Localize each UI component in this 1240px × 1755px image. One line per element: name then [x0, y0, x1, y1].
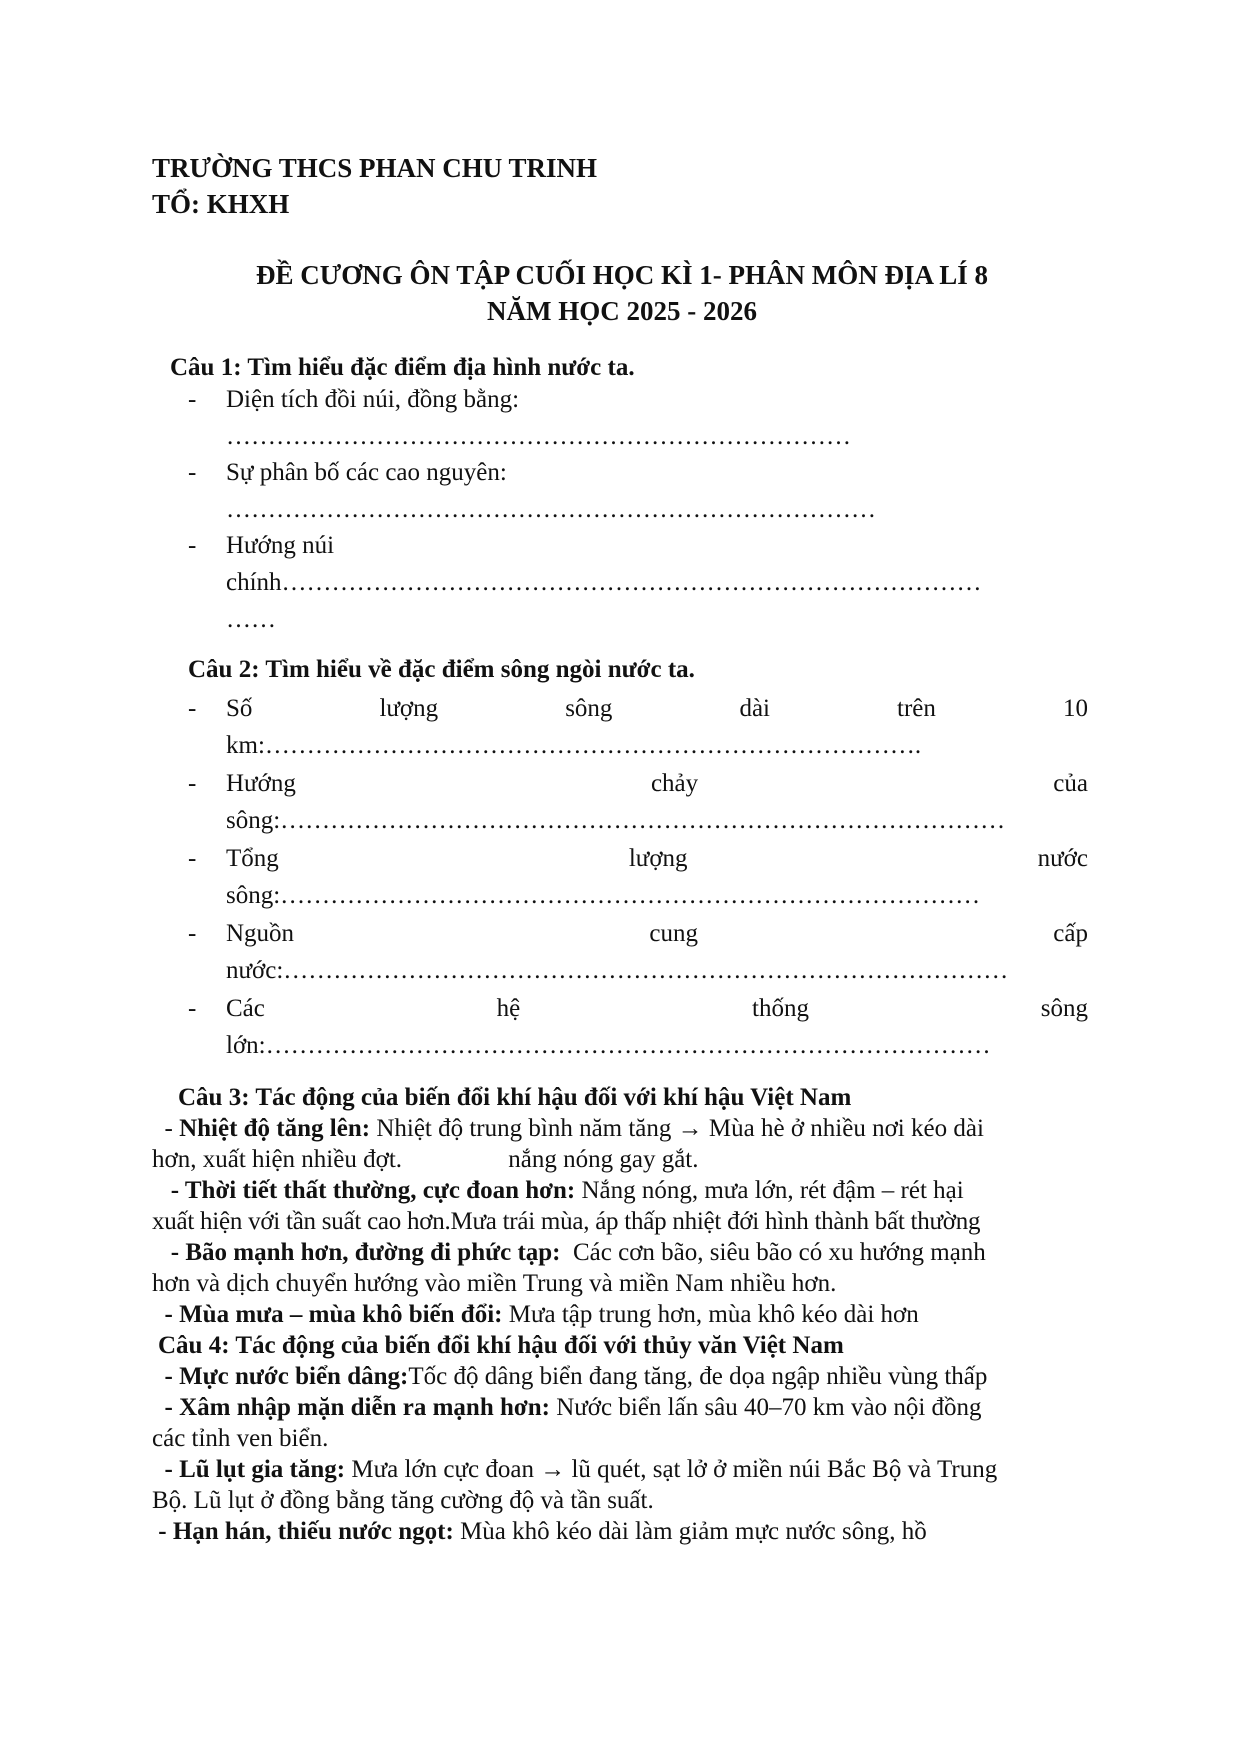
q2-answer-blank: lớn:…………………………………………………………………………… [226, 1032, 991, 1059]
q3-point-4-term: - Mùa mưa – mùa khô biến đổi: [164, 1301, 503, 1328]
bullet-dash: - [188, 995, 197, 1022]
q4-point-4-text: Mùa khô kéo dài làm giảm mực nước sông, hồ [453, 1518, 927, 1545]
indent [152, 1394, 165, 1421]
q2-heading: Câu 2: Tìm hiểu về đặc điểm sông ngòi nước ta. [188, 656, 695, 683]
q3-point-2-line-1 [152, 1175, 1092, 1206]
q1-answer-blank-continued: …… [226, 606, 276, 633]
q3-point-3-text: Các cơn bão, siêu bão có xu hướng mạnh [560, 1239, 986, 1266]
label-word: Các [226, 995, 265, 1022]
bullet-dash: - [188, 459, 197, 486]
indent: - [152, 1115, 180, 1142]
q3-point-2-text: Nắng nóng, mưa lớn, rét đậm – rét hại [575, 1177, 964, 1204]
q3-point-3-term: - Bão mạnh hơn, đường đi phức tạp: [170, 1239, 561, 1266]
q2-answer-blank: sông:………………………………………………………………………… [226, 882, 981, 909]
q3-point-1-line-1 [152, 1113, 1092, 1144]
q3-point-3-line-1 [152, 1237, 1092, 1268]
q4-point-3-term: - Lũ lụt gia tăng: [164, 1456, 346, 1483]
label-word: cung [649, 920, 698, 947]
q3-point-1-term: Nhiệt độ tăng lên: [179, 1115, 371, 1142]
q3-body [152, 1113, 1092, 1330]
q1-heading: Câu 1: Tìm hiểu đặc điểm địa hình nước ta. [170, 354, 635, 381]
bullet-dash: - [188, 845, 197, 872]
q4-point-2-line-2: các tỉnh ven biển. [152, 1425, 329, 1452]
department-name: TỔ: KHXH [152, 189, 290, 219]
label-word: hệ [496, 995, 521, 1022]
q1-item-label: Sự phân bố các cao nguyên: [226, 459, 507, 486]
q2-item-label [226, 765, 1088, 802]
bullet-dash: - [188, 695, 197, 722]
q1-answer-blank: chính………………………………………………………………………… [226, 569, 982, 596]
q1-answer-blank: …………………………………………………………………… [226, 496, 876, 523]
q4-body [152, 1361, 1092, 1547]
label-word: Nguồn [226, 920, 295, 947]
indent [152, 1301, 165, 1328]
q3-point-1-text: Nhiệt độ trung bình năm tăng → Mùa hè ở nhiều nơi kéo dài [370, 1115, 984, 1142]
indent [152, 1363, 165, 1390]
label-word: 10 [1062, 695, 1088, 722]
q4-point-2-line-1 [152, 1392, 1092, 1423]
q1-item-label: Hướng núi [226, 532, 335, 559]
label-word: cấp [1053, 920, 1088, 947]
q3-point-2-term: - Thời tiết thất thường, cực đoan hơn: [170, 1177, 576, 1204]
q3-point-4-line-1 [152, 1299, 1092, 1330]
bullet-dash: - [188, 386, 197, 413]
label-word: sông [1040, 995, 1088, 1022]
q2-item-label [226, 990, 1088, 1027]
q4-point-3-line-1 [152, 1454, 1092, 1485]
q3-point-3-line-2: hơn và dịch chuyển hướng vào miền Trung và miền Nam nhiều hơn. [152, 1270, 837, 1297]
q1-answer-blank: ………………………………………………………………… [226, 423, 851, 450]
indent [152, 1456, 165, 1483]
label-word: Số [226, 695, 253, 722]
label-word: sông [565, 695, 613, 722]
q4-point-2-text: Nước biển lấn sâu 40–70 km vào nội đồng [549, 1394, 982, 1421]
q4-point-3-line-2: Bộ. Lũ lụt ở đồng bằng tăng cường độ và tần suất. [152, 1487, 654, 1514]
q4-point-1-text: Tốc độ dâng biển đang tăng, đe dọa ngập nhiều vùng thấp [408, 1363, 988, 1390]
q4-point-4-term: - Hạn hán, thiếu nước ngọt: [158, 1518, 454, 1545]
school-name: TRƯỜNG THCS PHAN CHU TRINH [152, 153, 598, 183]
bullet-dash: - [188, 770, 197, 797]
label-word: chảy [650, 770, 699, 797]
q4-point-1-line-1 [152, 1361, 1092, 1392]
label-word: trên [897, 695, 936, 722]
label-word: nước [1037, 845, 1088, 872]
q2-item-label [226, 840, 1088, 877]
label-word: lượng [379, 695, 439, 722]
q2-item-label [226, 690, 1088, 727]
q4-point-3-text: Mưa lớn cực đoan → lũ quét, sạt lở ở miền núi Bắc Bộ và Trung [345, 1456, 998, 1483]
bullet-dash: - [188, 532, 197, 559]
q4-point-4-line-1 [152, 1516, 1092, 1547]
q4-point-2-term: - Xâm nhập mặn diễn ra mạnh hơn: [164, 1394, 550, 1421]
school-header [152, 150, 597, 222]
document-title [152, 257, 1092, 329]
q3-point-1-line-2: hơn, xuất hiện nhiều đợt. nắng nóng gay gắt. [152, 1146, 699, 1173]
q4-point-1-term: - Mực nước biển dâng: [164, 1363, 409, 1390]
label-word: Hướng [226, 770, 296, 797]
q3-point-4-text: Mưa tập trung hơn, mùa khô kéo dài hơn [502, 1301, 919, 1328]
label-word: dài [739, 695, 770, 722]
q2-answer-blank: sông:…………………………………………………………………………… [226, 807, 1006, 834]
q4-heading: Câu 4: Tác động của biến đổi khí hậu đối với thủy văn Việt Nam [158, 1332, 844, 1359]
title-line-1: ĐỀ CƯƠNG ÔN TẬP CUỐI HỌC KÌ 1- PHÂN MÔN ĐỊA LÍ 8 [255, 260, 989, 290]
q2-item-label [226, 915, 1088, 952]
title-line-2: NĂM HỌC 2025 - 2026 [487, 296, 757, 326]
indent [152, 1177, 171, 1204]
q3-point-2-line-2: xuất hiện với tần suất cao hơn.Mưa trái mùa, áp thấp nhiệt đới hình thành bất thường [152, 1208, 981, 1235]
indent [152, 1239, 171, 1266]
q2-answer-blank: km:……………………………………………………………………. [226, 732, 922, 759]
label-word: lượng [628, 845, 688, 872]
label-word: của [1053, 770, 1088, 797]
q3-heading: Câu 3: Tác động của biến đổi khí hậu đối với khí hậu Việt Nam [178, 1084, 852, 1111]
label-word: thống [752, 995, 809, 1022]
bullet-dash: - [188, 920, 197, 947]
label-word: Tổng [226, 845, 279, 872]
q1-item-label: Diện tích đồi núi, đồng bằng: [226, 386, 520, 413]
q2-answer-blank: nước:…………………………………………………………………………… [226, 957, 1009, 984]
